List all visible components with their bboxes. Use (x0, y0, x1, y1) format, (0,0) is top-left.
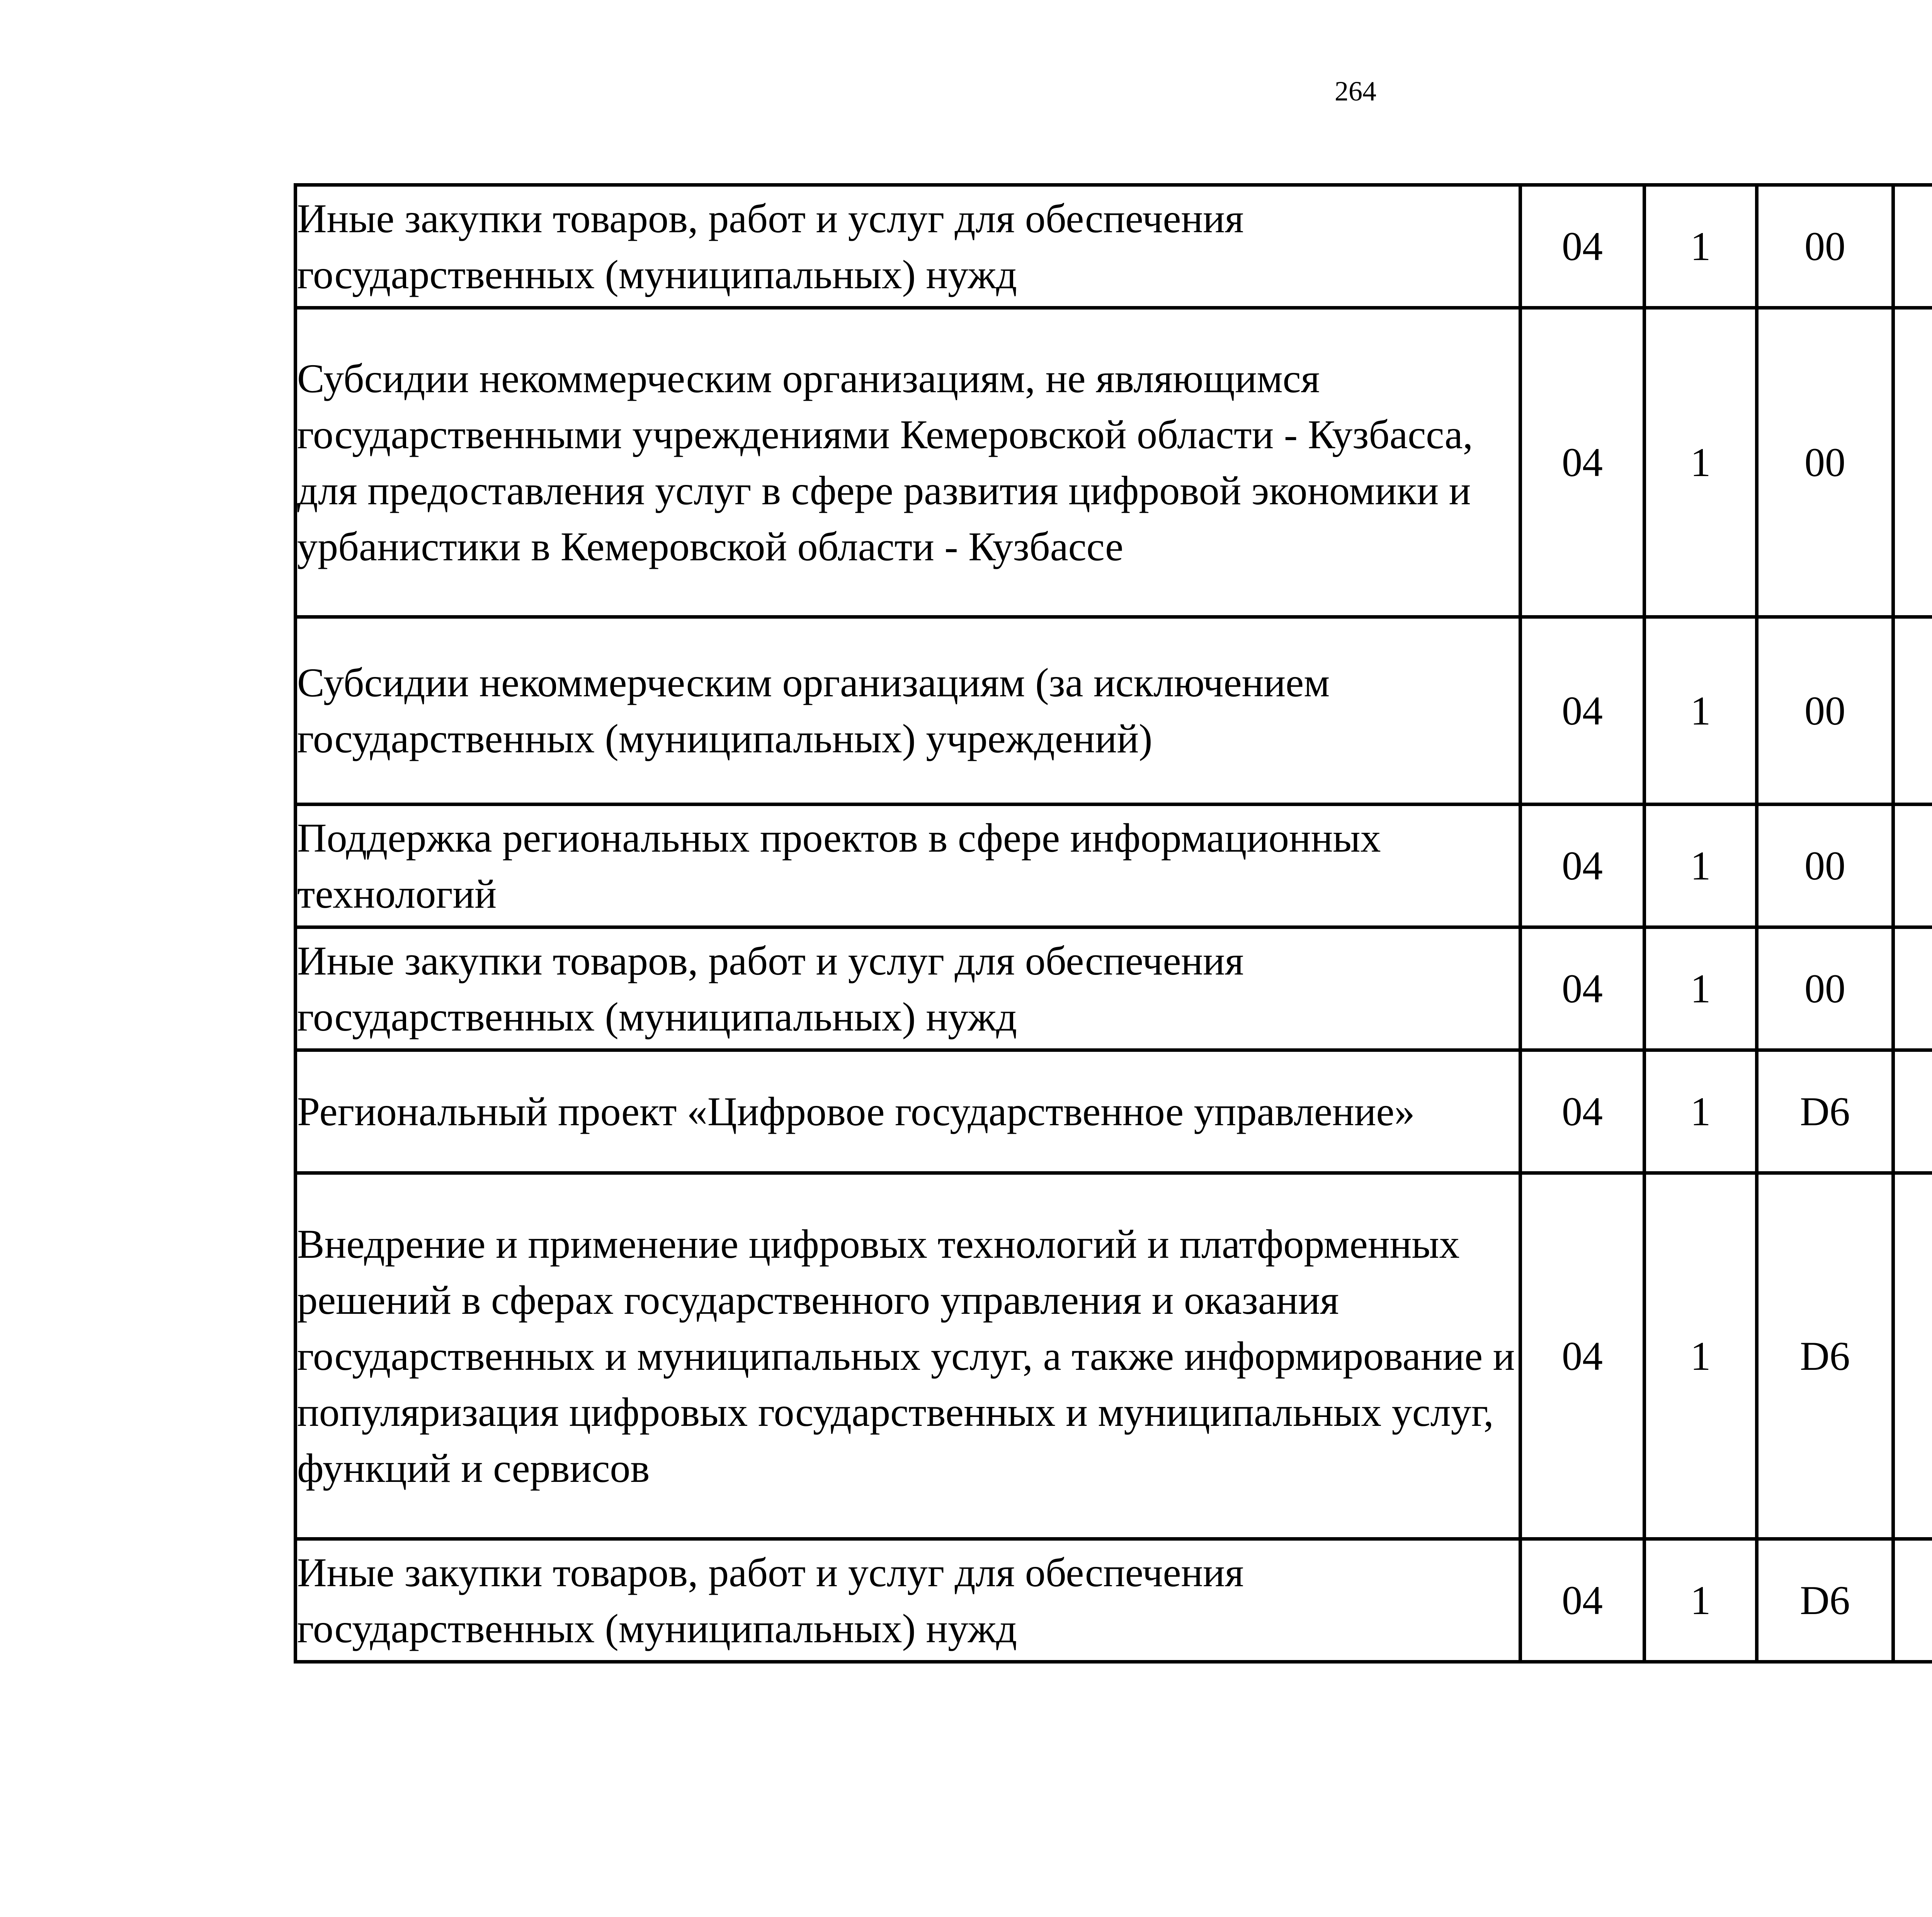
program-code: D6 (1757, 1539, 1893, 1662)
table-row (296, 1539, 1932, 1662)
table-row (296, 927, 1932, 1050)
section-code: 04 (1520, 185, 1645, 308)
program-code: 00 (1757, 185, 1893, 308)
table-row (296, 1050, 1932, 1173)
page-number: 264 (1335, 76, 1376, 107)
program-code: D6 (1757, 1173, 1893, 1539)
subsection-code: 1 (1645, 1539, 1757, 1662)
direction-code (1893, 1173, 1932, 1539)
program-code: 00 (1757, 308, 1893, 617)
section-code: 04 (1520, 308, 1645, 617)
direction-code (1893, 805, 1932, 927)
table-row (296, 617, 1932, 805)
row-name: Иные закупки товаров, работ и услуг для обеспечения государственных (муниципальных) нужд (296, 1539, 1520, 1662)
table-row (296, 1173, 1932, 1539)
row-name: Поддержка региональных проектов в сфере информационных технологий (296, 805, 1520, 927)
subsection-code: 1 (1645, 1173, 1757, 1539)
subsection-code: 1 (1645, 1050, 1757, 1173)
table-row (296, 308, 1932, 617)
row-name: Региональный проект «Цифровое государственное управление» (296, 1050, 1520, 1173)
section-code: 04 (1520, 805, 1645, 927)
program-code: 00 (1757, 617, 1893, 805)
subsection-code: 1 (1645, 927, 1757, 1050)
program-code: 00 (1757, 805, 1893, 927)
subsection-code: 1 (1645, 308, 1757, 617)
direction-code (1893, 617, 1932, 805)
table-row (296, 185, 1932, 308)
direction-code (1893, 185, 1932, 308)
program-code: D6 (1757, 1050, 1893, 1173)
row-name: Внедрение и применение цифровых технологий и платформенных решений в сферах государственного управления и оказания государственных и муниципальных услуг, а также информирование и популяризация цифровых государственных и муниципальных услуг, функций и сервисов (296, 1173, 1520, 1539)
row-name: Субсидии некоммерческим организациям, не являющимся государственными учреждениями Кемеровской области - Кузбасса, для предоставления услуг в сфере развития цифровой экономики и урбанистики в Кемеровской области - Кузбассе (296, 308, 1520, 617)
subsection-code: 1 (1645, 805, 1757, 927)
subsection-code: 1 (1645, 617, 1757, 805)
direction-code (1893, 927, 1932, 1050)
budget-table (294, 183, 1932, 1664)
row-name: Иные закупки товаров, работ и услуг для обеспечения государственных (муниципальных) нужд (296, 927, 1520, 1050)
row-name: Иные закупки товаров, работ и услуг для обеспечения государственных (муниципальных) нужд (296, 185, 1520, 308)
section-code: 04 (1520, 617, 1645, 805)
subsection-code: 1 (1645, 185, 1757, 308)
direction-code (1893, 1539, 1932, 1662)
row-name: Субсидии некоммерческим организациям (за исключением государственных (муниципальных) учреждений) (296, 617, 1520, 805)
section-code: 04 (1520, 1539, 1645, 1662)
program-code: 00 (1757, 927, 1893, 1050)
table-row (296, 805, 1932, 927)
section-code: 04 (1520, 927, 1645, 1050)
direction-code (1893, 308, 1932, 617)
direction-code (1893, 1050, 1932, 1173)
section-code: 04 (1520, 1050, 1645, 1173)
section-code: 04 (1520, 1173, 1645, 1539)
